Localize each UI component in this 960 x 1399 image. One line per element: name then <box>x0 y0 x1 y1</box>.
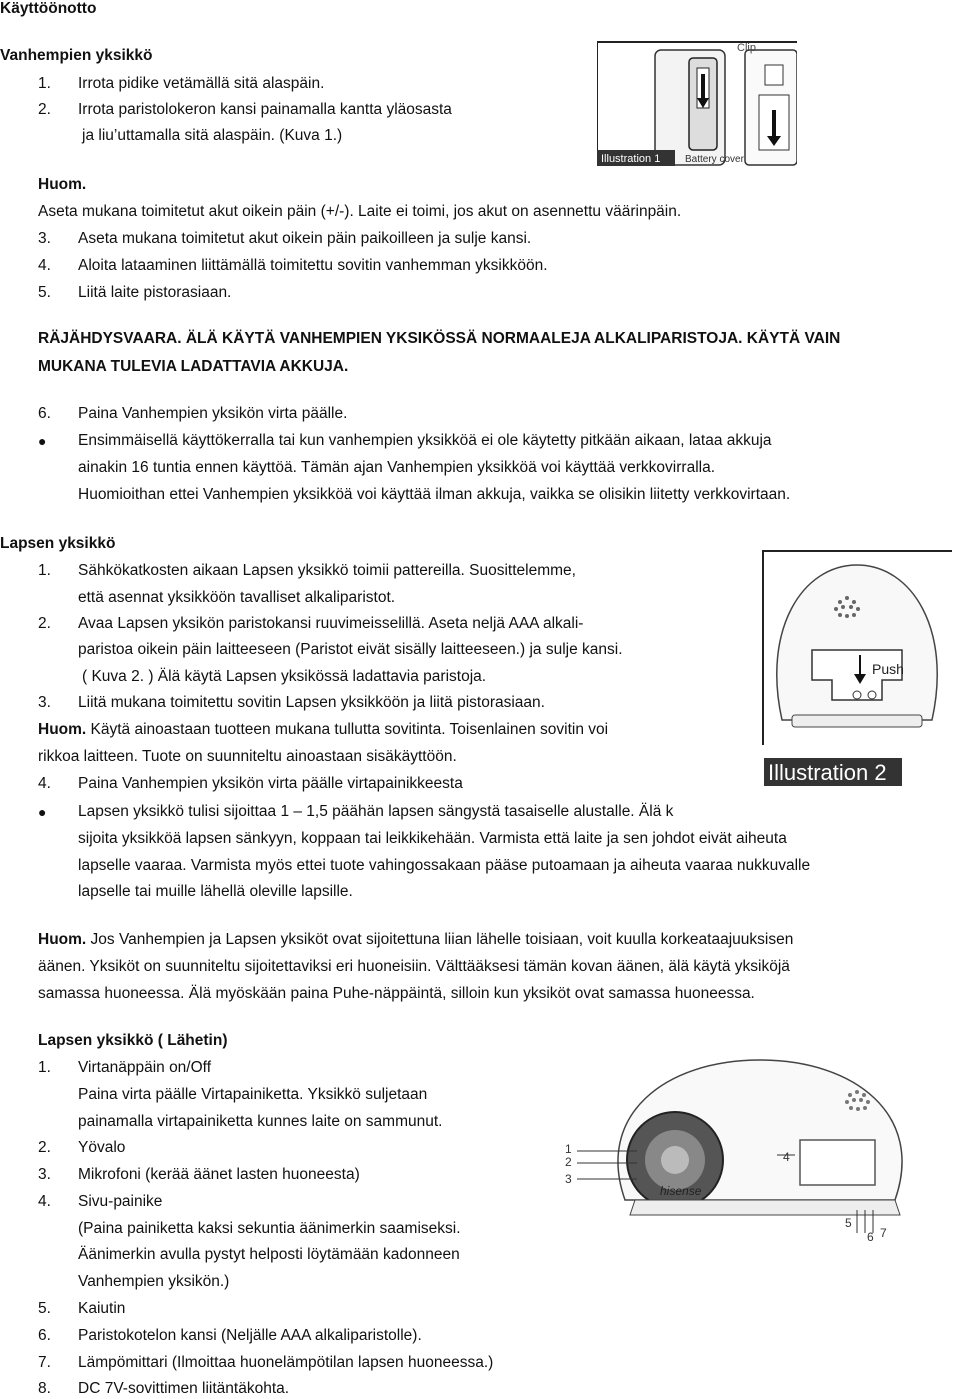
child-step-2-cont: paristoa oikein päin laitteeseen (Paristot eivät sisälly laitteeseen.) ja sulje kansi. <box>78 641 623 658</box>
parent-step-6: Paina Vanhempien yksikön virta päälle. <box>78 405 348 422</box>
child-step-1: Sähkökatkosten aikaan Lapsen yksikkö toimii pattereilla. Suosittelemme, <box>78 562 576 579</box>
list-number: 1. <box>38 75 51 92</box>
warning-line-2: MUKANA TULEVIA LADATTAVIA AKKUJA. <box>38 358 349 375</box>
section-heading-child: Lapsen yksikkö <box>0 535 116 552</box>
note-text: Jos Vanhempien ja Lapsen yksiköt ovat sijoitettuna liian lähelle toisiaan, voit kuulla korkeataajuuksisen <box>86 931 794 948</box>
note-label: Huom. <box>38 176 87 193</box>
callout-number: 4 <box>783 1150 790 1164</box>
list-number: 4. <box>38 257 51 274</box>
parent-step-2: Irrota paristolokeron kansi painamalla kantta yläosasta <box>78 101 452 118</box>
list-number: 2. <box>38 101 51 118</box>
parent-bullet-line: ainakin 16 tuntia ennen käyttöä. Tämän ajan Vanhempien yksikköä voi käyttää verkkovirralla. <box>78 459 716 476</box>
list-number: 1. <box>38 1059 51 1076</box>
figure-label-battery-cover: Battery cover <box>685 154 744 165</box>
parent-step-1: Irrota pidike vetämällä sitä alaspäin. <box>78 75 325 92</box>
page-title: Käyttöönotto <box>0 0 97 17</box>
section-heading-transmitter: Lapsen yksikkö ( Lähetin) <box>38 1032 228 1049</box>
list-number: 8. <box>38 1380 51 1397</box>
transmitter-item-2: Yövalo <box>78 1139 126 1156</box>
transmitter-item-8: DC 7V-sovittimen liitäntäkohta. <box>78 1380 290 1397</box>
transmitter-item-3: Mikrofoni (kerää äänet lasten huoneesta) <box>78 1166 360 1183</box>
huom-note-cont: samassa huoneessa. Älä myöskään paina Puhe-näppäintä, silloin kun yksiköt ovat samassa huoneessa. <box>38 985 755 1002</box>
list-number: 5. <box>38 284 51 301</box>
callout-number: 2 <box>565 1155 572 1169</box>
transmitter-item-4-desc: Äänimerkin avulla pystyt helposti löytämään kadonneen <box>78 1246 460 1263</box>
section-heading-parent: Vanhempien yksikkö <box>0 47 153 64</box>
child-step-1-cont: että asennat yksikköön tavalliset alkaliparistot. <box>78 589 396 606</box>
illustration-1-battery-cover <box>597 40 797 168</box>
note-label: Huom. <box>38 721 87 738</box>
note-text: Käytä ainoastaan tuotteen mukana tullutta sovitinta. Toisenlainen sovitin voi <box>86 721 609 738</box>
child-step-4: Paina Vanhempien yksikön virta päälle virtapainikkeesta <box>78 775 463 792</box>
parent-bullet-line: Huomioithan ettei Vanhempien yksikköä voi käyttää ilman akkuja, vaikka se olisikin liitetty verkkovirtaan. <box>78 486 791 503</box>
list-number: 6. <box>38 405 51 422</box>
callout-number: 5 <box>845 1216 852 1230</box>
huom-note-cont: äänen. Yksiköt on suunniteltu sijoitettaviksi eri huoneisiin. Välttääksesi tämän kovan äänen, älä käytä yksiköjä <box>38 958 790 975</box>
transmitter-item-4: Sivu-painike <box>78 1193 163 1210</box>
illustration-2-child-unit-back <box>762 550 954 788</box>
transmitter-item-4-desc: Vanhempien yksikön.) <box>78 1273 230 1290</box>
list-number: 5. <box>38 1300 51 1317</box>
list-number: 2. <box>38 615 51 632</box>
list-number: 3. <box>38 1166 51 1183</box>
parent-step-2-cont: ja liu’uttamalla sitä alaspäin. (Kuva 1.) <box>82 127 343 144</box>
figure-label-push: Push <box>872 661 904 677</box>
list-number: 3. <box>38 694 51 711</box>
parent-bullet-line: Ensimmäisellä käyttökerralla tai kun vanhempien yksikköä ei ole käytetty pitkään aikaan, lataa akkuja <box>78 432 772 449</box>
illustration-3-child-unit-front <box>555 1055 960 1245</box>
child-bullet-line: lapselle vaaraa. Varmista myös ettei tuote vahingossakaan pääse putoamaan ja aiheuta vaaraa nukkuvalle <box>78 857 811 874</box>
list-number: 7. <box>38 1354 51 1371</box>
huom-note <box>38 931 793 949</box>
child-step-3: Liitä mukana toimitettu sovitin Lapsen yksikköön ja liitä pistorasiaan. <box>78 694 545 711</box>
transmitter-item-4-desc: (Paina painiketta kaksi sekuntia äänimerkin saamiseksi. <box>78 1220 461 1237</box>
child-note <box>38 721 608 739</box>
child-bullet-line: sijoita yksikköä lapsen sänkyyn, koppaan tai leikkikehään. Varmista että laite ja sen johdot eivät aiheuta <box>78 830 787 847</box>
transmitter-item-5: Kaiutin <box>78 1300 126 1317</box>
list-number: 4. <box>38 1193 51 1210</box>
note-text: Aseta mukana toimitetut akut oikein päin (+/-). Laite ei toimi, jos akut on asennettu väärinpäin. <box>38 203 682 220</box>
bullet-icon: ● <box>38 804 47 820</box>
child-step-2-cont: ( Kuva 2. ) Älä käytä Lapsen yksikössä ladattavia paristoja. <box>82 668 487 685</box>
child-bullet-line: lapselle tai muille lähellä oleville lapsille. <box>78 883 353 900</box>
callout-number: 6 <box>867 1230 874 1244</box>
list-number: 1. <box>38 562 51 579</box>
transmitter-item-7: Lämpömittari (Ilmoittaa huonelämpötilan lapsen huoneessa.) <box>78 1354 494 1371</box>
warning-line-1: RÄJÄHDYSVAARA. ÄLÄ KÄYTÄ VANHEMPIEN YKSIKÖSSÄ NORMAALEJA ALKALIPARISTOJA. KÄYTÄ VAIN <box>38 330 841 347</box>
note-label: Huom. <box>38 931 87 948</box>
child-note-cont: rikkoa laitteen. Tuote on suunniteltu ainoastaan sisäkäyttöön. <box>38 748 457 765</box>
bullet-icon: ● <box>38 433 47 449</box>
figure-label-clip: Clip <box>737 42 756 54</box>
list-number: 2. <box>38 1139 51 1156</box>
list-number: 3. <box>38 230 51 247</box>
figure-caption: Illustration 2 <box>768 760 887 785</box>
brand-logo: hisense <box>660 1184 702 1198</box>
child-step-2: Avaa Lapsen yksikön paristokansi ruuvimeisselillä. Aseta neljä AAA alkali- <box>78 615 584 632</box>
list-number: 6. <box>38 1327 51 1344</box>
transmitter-item-1: Virtanäppäin on/Off <box>78 1059 211 1076</box>
callout-number: 7 <box>880 1226 887 1240</box>
callout-number: 3 <box>565 1172 572 1186</box>
list-number: 4. <box>38 775 51 792</box>
callout-number: 1 <box>565 1142 572 1156</box>
transmitter-item-6: Paristokotelon kansi (Neljälle AAA alkaliparistolle). <box>78 1327 422 1344</box>
parent-step-5: Liitä laite pistorasiaan. <box>78 284 232 301</box>
parent-step-4: Aloita lataaminen liittämällä toimitettu sovitin vanhemman yksikköön. <box>78 257 548 274</box>
figure-caption: Illustration 1 <box>601 153 661 165</box>
transmitter-item-1-desc: Paina virta päälle Virtapainiketta. Yksikkö suljetaan <box>78 1086 428 1103</box>
parent-step-3: Aseta mukana toimitetut akut oikein päin paikoilleen ja sulje kansi. <box>78 230 532 247</box>
child-bullet-line: Lapsen yksikkö tulisi sijoittaa 1 – 1,5 päähän lapsen sängystä tasaiselle alustalle. Älä k <box>78 803 674 820</box>
transmitter-item-1-desc: painamalla virtapainiketta kunnes laite on sammunut. <box>78 1113 443 1130</box>
